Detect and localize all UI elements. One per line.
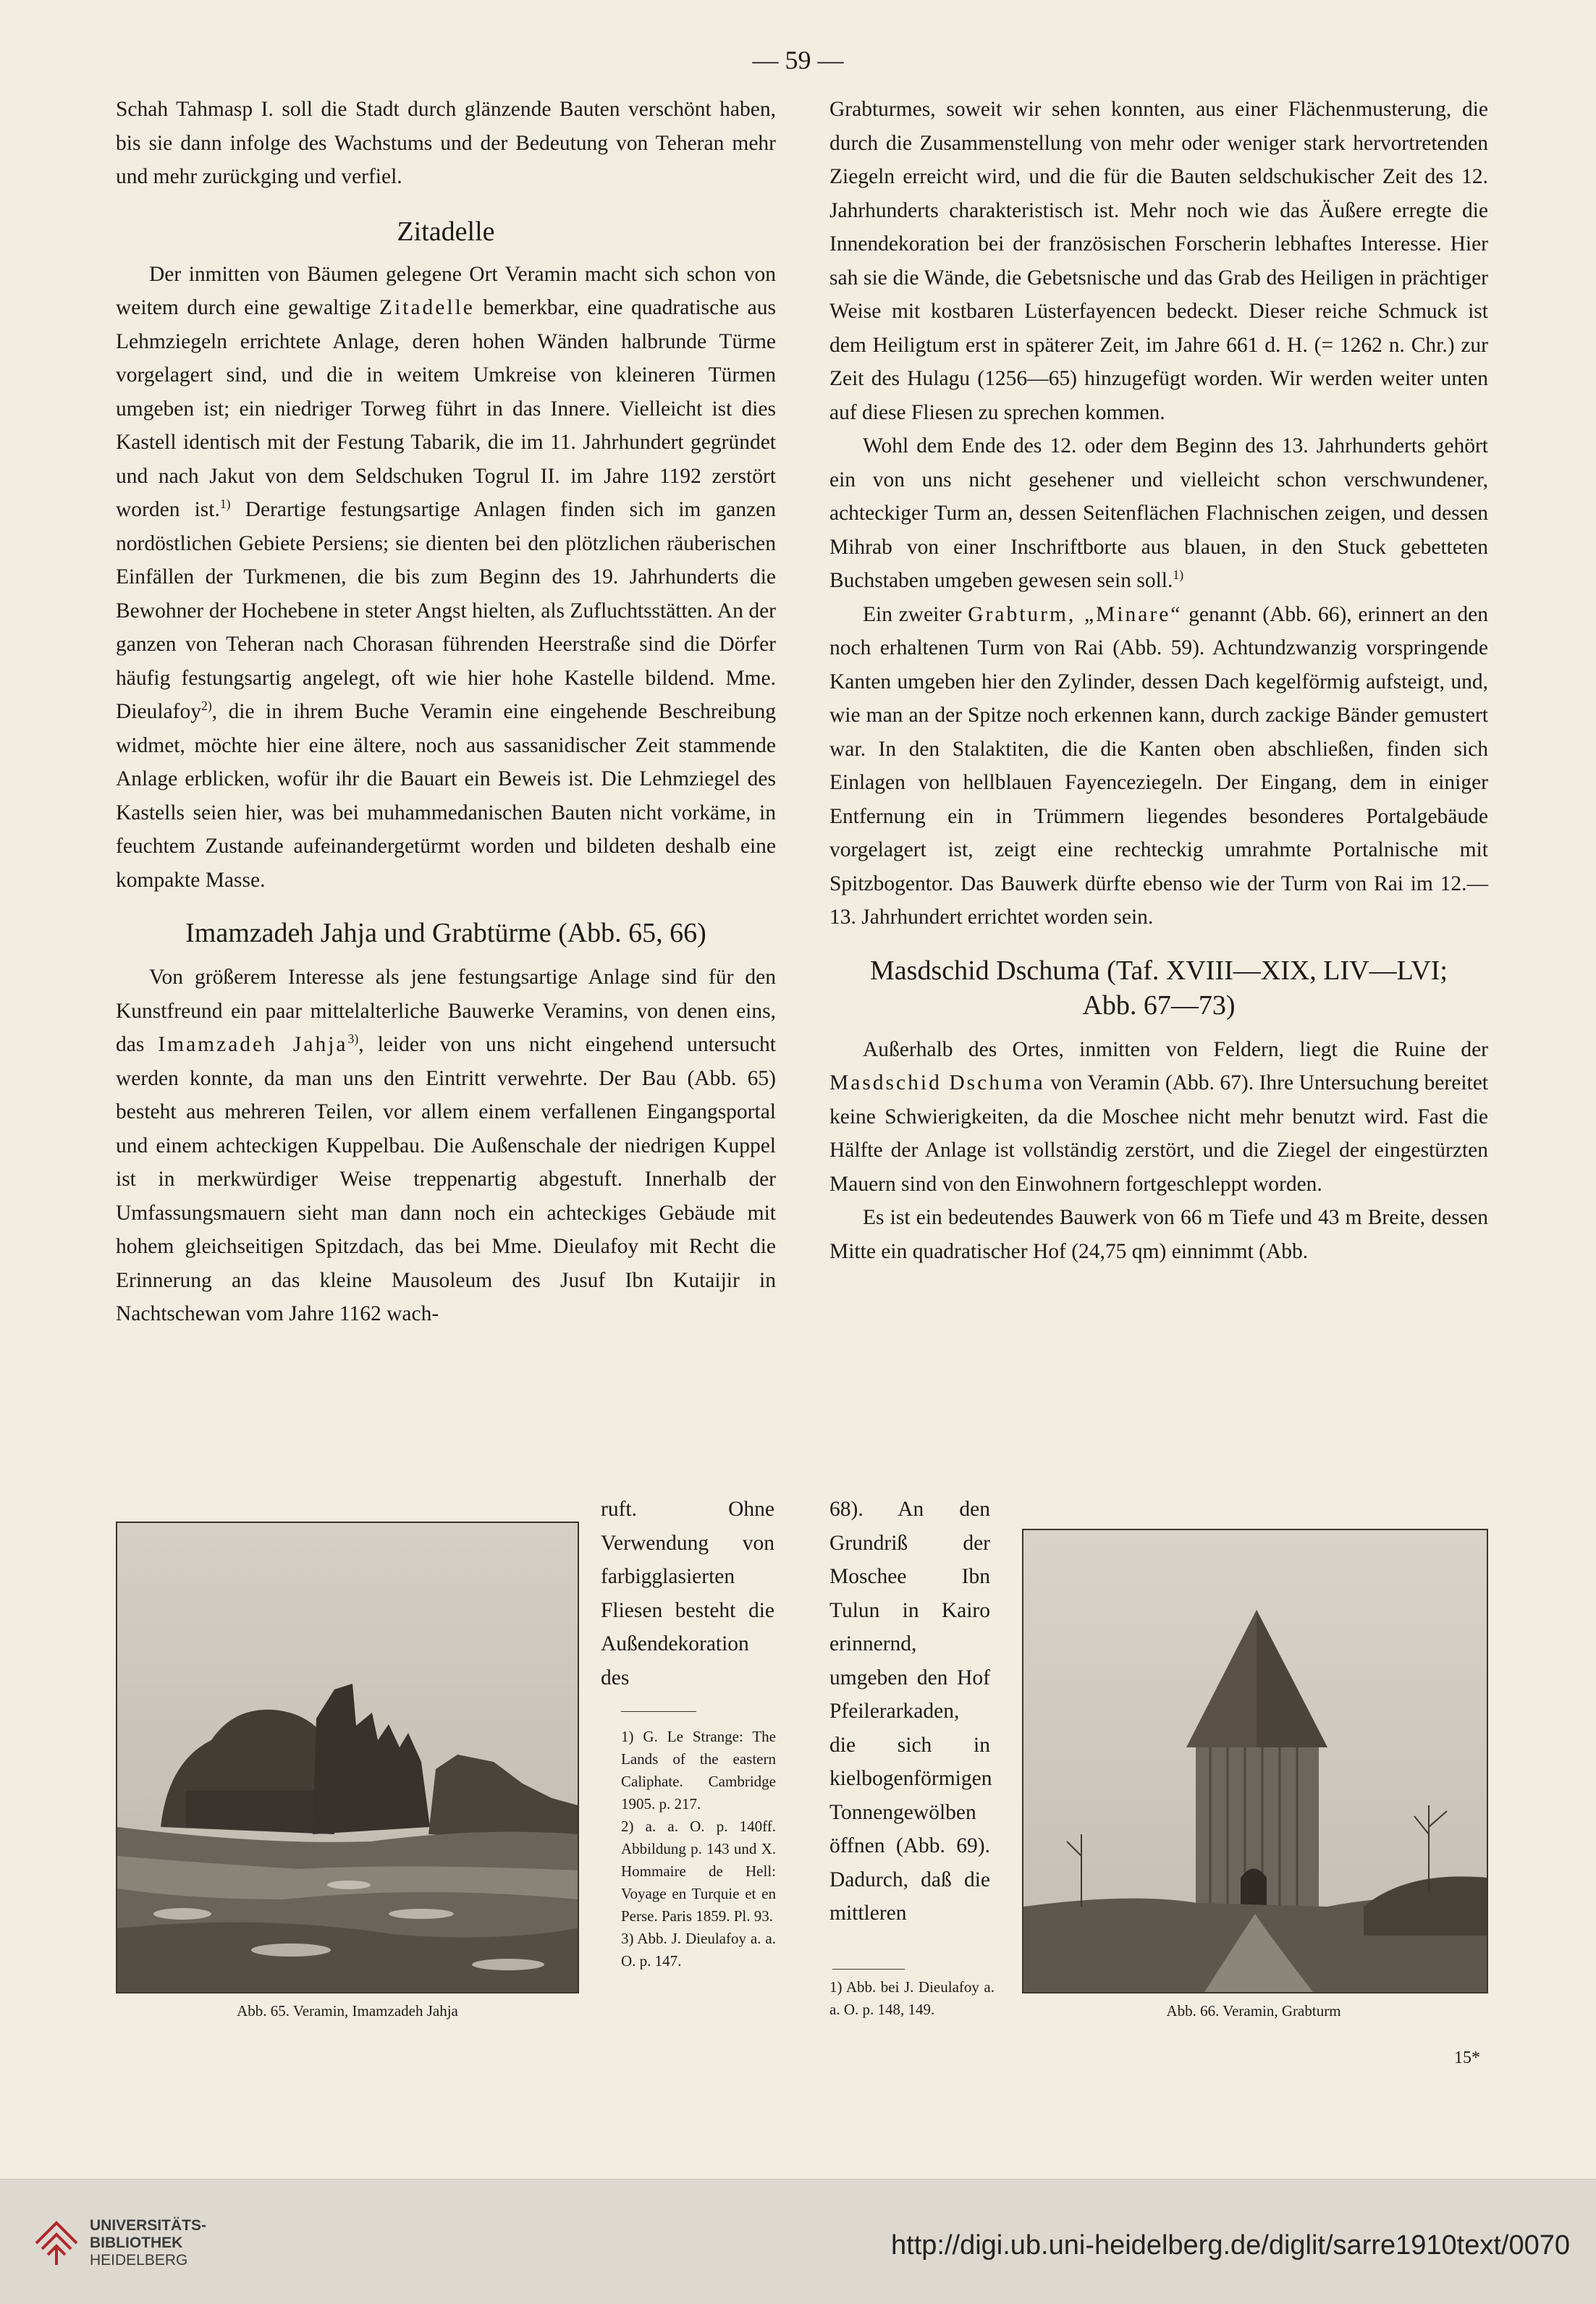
paragraph-imamzadeh: Von größerem Interesse als jene festungsartige Anlage sind für den Kunstfreund ein paar mittelalterliche Bauwerke Veramins, von denen eins, das Imamzadeh Jahja$^{3)}$, leider von uns nicht eingehend untersucht werden konnte, da man uns den Eintritt verwehrte. Der Bau (Abb. 65) besteht aus mehreren Teilen, vor allem einem verfallenen Eingangsportal und einem achteckigen Kuppelbau. Die Außenschale der niedrigen Kuppel ist in merkwürdiger Weise treppenartig abgestuft. Innerhalb der Umfassungsmauern sieht man dann noch ein achteckiges Gebäude mit hohem gleichseitigen Spitzdach, das bei Mme. Dieulafoy mit Recht die Erinnerung an das kleine Mausoleum des Jusuf Ibn Kutaijir in Nachtschewan vom Jahre 1162 wach- <box>116 966 776 1325</box>
footnote-rule <box>621 1711 696 1712</box>
spaced-term: Zitadelle <box>379 296 475 319</box>
section-heading-zitadelle: Zitadelle <box>397 216 495 247</box>
text-flow-beside-figure-66: 68). An den Grundriß der Moschee Ibn Tulun in Kairo erinnernd, umgeben den Hof Pfeilerarkaden, die sich in kielbogenförmigen Tonnengewölben öffnen (Abb. 69). Dadurch, daß die mittleren <box>829 1498 992 1925</box>
footnote-ref: 3) <box>347 1031 359 1047</box>
paragraph-grabturm: Ein zweiter Grabturm, „Minare“ genannt (Abb. 66), erinnert an den noch erhaltenen Turm von Rai (Abb. 59). Achtundzwanzig vorspringende Kanten umgeben hier den Zylinder, dessen Dach kegelförmig aufsteigt, und, wie man an der Spitze noch erkennen kann, durch zackige Bänder gemustert war. In den Stalaktiten, die die Kanten oben abschließen, finden sich Einlagen von hellblauen Fayenceziegeln. Der Eingang, dem in einiger Entfernung ein in Trümmern liegendes besonderes Portalgebäude vorgelagert ist, zeigt eine rechteckig umrahmte Portalnische mit Spitzbogentor. Das Bauwerk dürfte ebenso wie der Turm von Rai im 12.—13. Jahrhundert errichtet worden sein. <box>829 602 1489 929</box>
sheet-signature: 15* <box>1454 2048 1480 2067</box>
paragraph: Schah Tahmasp I. soll die Stadt durch glänzende Bauten verschönt haben, bis sie dann infolge des Wachstums und der Bedeutung von Teheran mehr und mehr zurückging und verfiel. <box>116 98 776 188</box>
footnote-ref: 1) <box>219 497 231 512</box>
footnote-ref: 2) <box>200 699 212 714</box>
paragraph: Es ist ein bedeutendes Bauwerk von 66 m Tiefe und 43 m Breite, dessen Mitte ein quadratischer Hof (24,75 qm) einnimmt (Abb. <box>829 1206 1488 1263</box>
figure-66-caption: Abb. 66. Veramin, Grabturm <box>1166 2002 1341 2020</box>
footnote: 3) Abb. J. Dieulafoy a. a. O. p. 147. <box>621 1930 776 1970</box>
left-column <box>116 93 776 1331</box>
footnote: 1) G. Le Strange: The Lands of the eastern Caliphate. Cambridge 1905. p. 217. <box>621 1728 776 1813</box>
university-library-logo-icon <box>29 2214 84 2269</box>
figure-65-photo <box>116 1522 579 1993</box>
section-heading-masdschid: Masdschid Dschuma (Taf. XVIII—XIX, LIV—LVI; Abb. 67—73) <box>870 955 1448 1021</box>
paragraph-zitadelle: Der inmitten von Bäumen gelegene Ort Veramin macht sich schon von weitem durch eine gewaltige Zitadelle bemerkbar, eine quadratische aus Lehmziegeln errichtete Anlage, deren hohen Wänden halbrunde Türme vorgelagert sind, und die in weitem Umkreise von kleineren Türmen umgeben ist; ein niedriger Torweg führt in das Innere. Vielleicht ist dies Kastell identisch mit der Festung Tabarik, die im 11. Jahrhundert gegründet und nach Jakut von dem Seldschuken Togrul II. im Jahre 1192 zerstört worden ist.$^{1)}$ Derartige festungsartige Anlagen finden sich im ganzen nordöstlichen Gebiete Persiens; sie dienten bei den plötzlichen räuberischen Einfällen der Turkmenen, die bis zum Beginn des 19. Jahrhunderts die Bewohner der Hochebene in steter Angst hielten, als Zufluchtsstätten. An der ganzen von Teheran nach Chorasan führenden Heerstraße sind die Dörfer häufig festungsartig angelegt, oft wie hier hohe Kastelle bildend. Mme. Dieulafoy$^{2)}$, die in ihrem Buche Veramin eine eingehende Beschreibung widmet, möchte hier eine ältere, noch aus sassanidischer Zeit stammende Anlage erblicken, wofür ihr die Bauart ein Beweis ist. Die Lehmziegel des Kastells seien hier, was bei muhammedanischen Bauten nicht vorkäme, in feuchtem Zustande aufeinandergetürmt worden und bildeten deshalb eine kompakte Masse. <box>116 262 777 892</box>
page-number: — 59 — <box>752 46 844 75</box>
text-flow-beside-figure-65: ruft. Ohne Verwendung von farbigglasierten Fliesen besteht die Außendekoration des <box>601 1498 774 1689</box>
right-column <box>829 93 1488 1268</box>
digitization-footer <box>0 2179 1596 2304</box>
library-name: UNIVERSITÄTS- BIBLIOTHEK HEIDELBERG <box>90 2217 207 2269</box>
paragraph: Grabturmes, soweit wir sehen konnten, aus einer Flächenmusterung, die durch die Zusammenstellung von mehr oder weniger stark hervortretenden Ziegeln erreicht wird, und die für die Bauten seldschukischer Zeit des 12. Jahrhunderts charakteristisch ist. Mehr noch wie das Äußere erregte die Innendekoration bei der französischen Forscherin lebhaftes Interesse. Hier sah sie die Wände, die Gebetsnische und das Grab des Heiligen in prächtiger Weise mit kostbaren Lüsterfayencen bedeckt. Dieser reiche Schmuck ist dem Heiligtum erst in späterer Zeit, im Jahre 661 d. H. (= 1262 n. Chr.) zur Zeit des Hulagu (1256—65) hinzugefügt worden. Wir werden weiter unten auf diese Fliesen zu sprechen kommen. <box>829 98 1488 424</box>
paragraph: Wohl dem Ende des 12. oder dem Beginn des 13. Jahrhunderts gehört ein von uns nicht gesehener und vielleicht schon verschwundener, achteckiger Turm an, dessen Seitenflächen Flachnischen zeigen, und dessen Mihrab von einer Inschriftborte aus blauen, in den Stuck gebetteten Buchstaben umgeben gewesen sein soll.$^{1)}$ <box>829 434 1488 592</box>
source-url-link[interactable]: http://digi.ub.uni-heidelberg.de/diglit/sarre1910text/0070 <box>891 2230 1570 2261</box>
footnote: 2) a. a. O. p. 140ff. Abbildung p. 143 und X. Hommaire de Hell: Voyage en Turquie et en Perse. Paris 1859. Pl. 93. <box>621 1818 776 1925</box>
spaced-term: Imamzadeh Jahja <box>158 1033 348 1056</box>
footnote-rule <box>832 1969 905 1970</box>
spaced-term: Masdschid Dschuma <box>829 1071 1045 1094</box>
spaced-term: Grabturm, „Minare“ <box>968 602 1183 626</box>
section-heading-imamzadeh: Imamzadeh Jahja und Grabtürme (Abb. 65, 66) <box>185 918 706 948</box>
footnote-right: 1) Abb. bei J. Dieulafoy a. a. O. p. 148, 149. <box>829 1978 995 2018</box>
figure-65-caption: Abb. 65. Veramin, Imamzadeh Jahja <box>237 2002 458 2020</box>
paragraph-masdschid: Außerhalb des Ortes, inmitten von Feldern, liegt die Ruine der Masdschid Dschuma von Veramin (Abb. 67). Ihre Untersuchung bereitet keine Schwierigkeiten, da die Moschee nicht mehr benutzt wird. Fast die Hälfte der Anlage ist vollständig zerstört, und die Ziegel der eingestürzten Mauern sind von den Einwohnern fortgeschleppt worden. <box>829 1037 1489 1196</box>
footnote-ref: 1) <box>1173 567 1184 583</box>
footnotes-left <box>621 1726 776 1972</box>
figure-66-photo <box>1022 1529 1488 1993</box>
